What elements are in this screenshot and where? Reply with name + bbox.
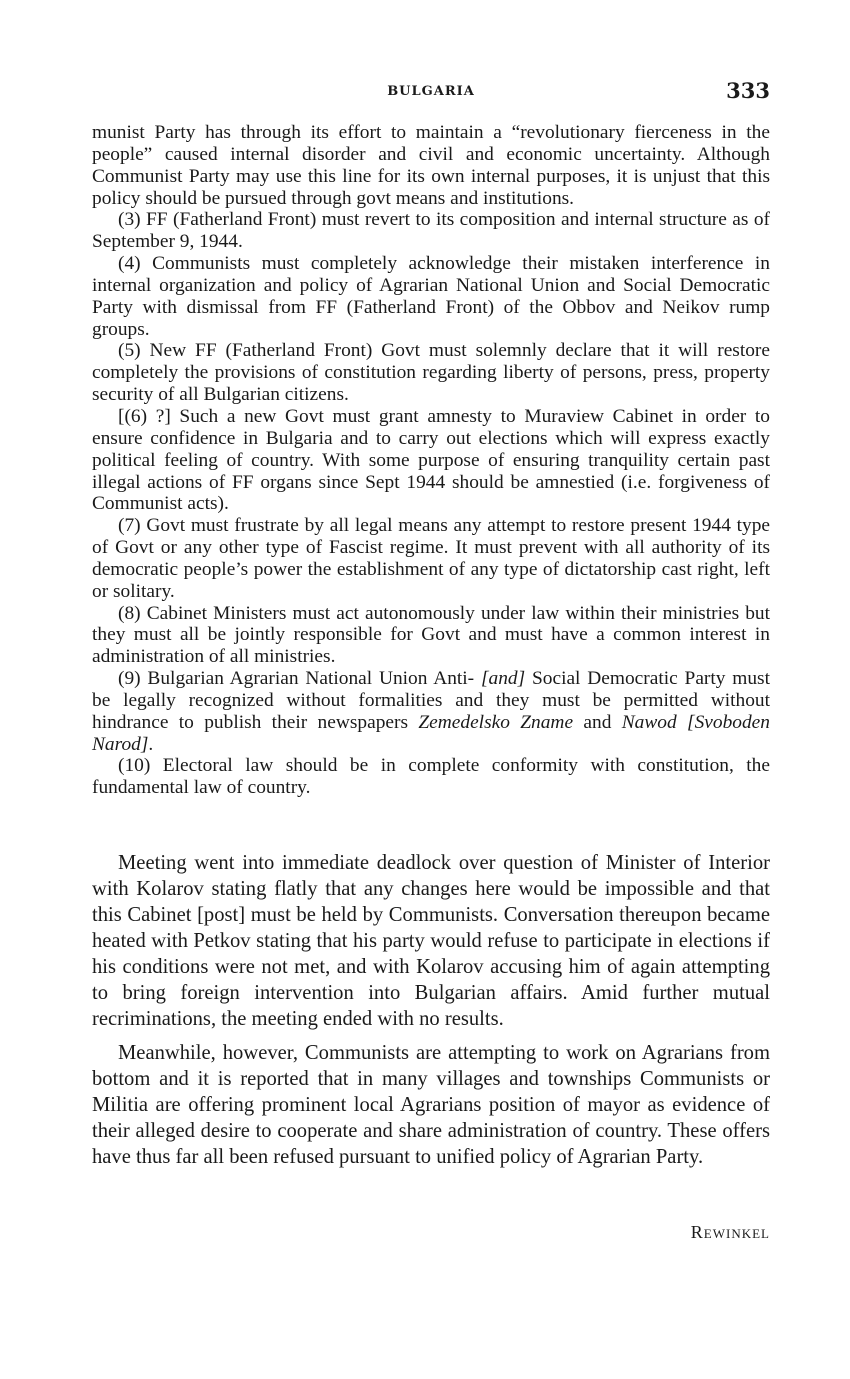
page-number: 333: [726, 78, 770, 103]
demand-9-text-a: (9) Bulgarian Agrarian National Union Anti-: [118, 668, 481, 690]
demand-9-text-b: Social Democratic Party must be legally recognized without formalities and they must be permitted without hindrance to publish their newspapers: [92, 668, 770, 733]
demand-continuation: munist Party has through its effort to maintain a “revolutionary fierceness in the people” caused internal disorder and civil and economic uncertainty. Although Communist Party may use this line for its own internal purposes, it is unjust that this policy should be pursued through govt means and institutions.: [92, 122, 770, 209]
demand-9-text-c: and: [573, 711, 622, 733]
narrative-paragraph: Meanwhile, however, Communists are attempting to work on Agrarians from bottom and it is reported that in many villages and townships Communists or Militia are offering prominent local Agrarians position of mayor as evidence of their alleged desire to cooperate and share administration of country. These offers have thus far all been refused pursuant to unified policy of Agrarian Party.: [92, 1042, 770, 1168]
demand-5: (5) New FF (Fatherland Front) Govt must solemnly declare that it will restore completely the provisions of constitution regarding liberty of persons, press, property security of all Bulgarian citizens.: [92, 340, 770, 406]
demand-8: (8) Cabinet Ministers must act autonomously under law within their ministries but they must all be jointly responsible for Govt and must have a common interest in administration of all ministries.: [92, 602, 770, 668]
demand-4: (4) Communists must completely acknowledge their mistaken interference in internal organization and policy of Agrarian National Union and Social Democratic Party with dismissal from FF (Fatherland Front) of the Obbov and Neikov rump groups.: [92, 253, 770, 340]
editorial-insert: [and]: [480, 668, 526, 690]
running-title: BULGARIA: [387, 84, 475, 99]
demand-6: [(6) ?] Such a new Govt must grant amnesty to Muraview Cabinet in order to ensure confidence in Bulgaria and to carry out elections which will express exactly political feeling of country. With some purpose of ensuring tranquility certain past illegal actions of FF organs since Sept 1944 should be amnestied (i.e. forgiveness of Communist acts).: [92, 405, 770, 515]
newspaper-title: Zemedelsko Zname: [418, 711, 574, 733]
demands-list: [92, 122, 770, 799]
demand-3: (3) FF (Fatherland Front) must revert to its composition and internal structure as of September 9, 1944.: [92, 209, 770, 253]
newspaper-title: Nawod [Svoboden Narod]: [92, 711, 770, 755]
narrative-paragraph: Meeting went into immediate deadlock over question of Minister of Interior with Kolarov stating flatly that any changes here would be impossible and that this Cabinet [post] must be held by Communists. Conversation thereupon became heated with Petkov stating that his party would refuse to participate in elections if his conditions were not met, and with Kolarov accusing him of again attempting to bring foreign intervention into Bulgarian affairs. Amid further mutual recriminations, the meeting ended with no results.: [92, 852, 770, 1030]
demand-9-text-d: .: [148, 733, 154, 755]
running-head: [92, 78, 770, 106]
narrative-section: [92, 850, 770, 1170]
demand-9: [92, 668, 770, 755]
demand-10: (10) Electoral law should be in complete conformity with constitution, the fundamental law of country.: [92, 755, 770, 799]
demand-7: (7) Govt must frustrate by all legal means any attempt to restore present 1944 type of Govt or any other type of Fascist regime. It must prevent with all authority of its democratic people’s power the establishment of any type of dictatorship cast right, left or solitary.: [92, 515, 770, 602]
signature: Rewinkel: [690, 1222, 770, 1242]
